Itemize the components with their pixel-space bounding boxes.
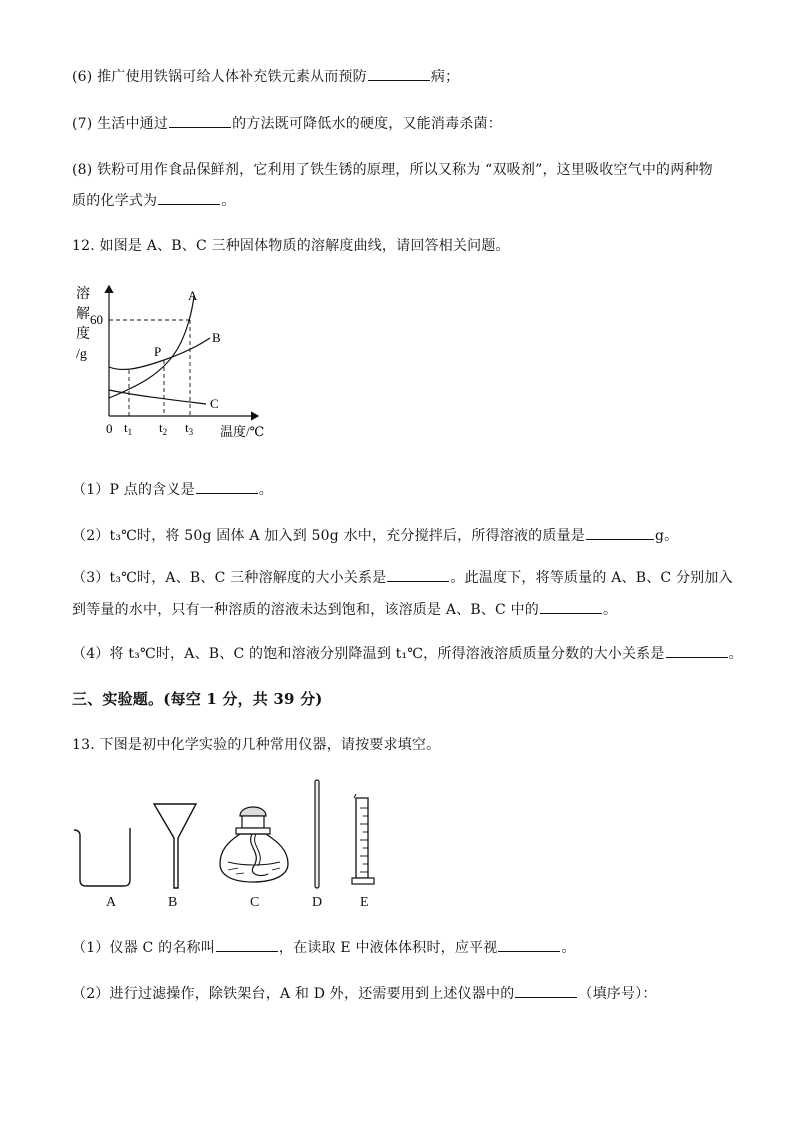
q13-p1-blank-2[interactable] [498, 937, 560, 952]
curve-a [109, 296, 194, 398]
beaker-icon [74, 828, 130, 886]
q7-text-end: 的方法既可降低水的硬度，又能消毒杀菌： [232, 116, 502, 132]
q12-p2-text: （2）t₃℃时，将 50g 固体 A 加入到 50g 水中，充分搅拌后，所得溶液的质量是 [72, 528, 585, 544]
instrument-label-c: C [250, 895, 260, 910]
q12-p3-text-3: 到等量的水中，只有一种溶质的溶液未达到饱和，该溶质是 A、B、C 中的 [72, 602, 540, 618]
q8-text-end: 。 [221, 193, 236, 209]
x-tick-t1: $t_1$ [124, 420, 133, 437]
y-tick-60: 60 [90, 312, 103, 327]
q8-text: 质的化学式为 [72, 193, 158, 209]
q6-answer-blank[interactable] [368, 66, 430, 81]
origin-label: 0 [106, 421, 113, 436]
q6-text-end: 病； [430, 69, 460, 85]
q13-stem: 13. 下图是初中化学实验的几种常用仪器，请按要求填空。 [72, 737, 441, 753]
q12-p1-end: 。 [258, 482, 273, 498]
q6-text: (6) 推广使用铁锅可给人体补充铁元素从而预防 [72, 69, 367, 85]
q13-p1-blank-1[interactable] [216, 937, 278, 952]
instruments-figure [68, 770, 398, 920]
q12-p3-blank-2[interactable] [540, 599, 602, 614]
q13-p2-blank[interactable] [515, 983, 577, 998]
instrument-label-e: E [360, 895, 369, 910]
q8-line2 [72, 190, 235, 210]
curve-c-label: C [210, 396, 219, 411]
y-label-2: 解 [76, 307, 90, 322]
q12-p4-end: 。 [728, 646, 743, 662]
graduated-cylinder-icon [352, 794, 374, 884]
instrument-label-b: B [168, 895, 178, 910]
q12-p2-end: g。 [654, 528, 679, 544]
q13-p2 [72, 983, 657, 1003]
y-label-3: 度 [76, 327, 90, 342]
q12-stem: 12. 如图是 A、B、C 三种固体物质的溶解度曲线，请回答相关问题。 [72, 238, 510, 254]
x-tick-t3: $t_3$ [185, 420, 194, 437]
curve-b-label: B [212, 330, 221, 345]
x-axis-label: 温度/℃ [220, 424, 265, 439]
curve-a-label: A [188, 288, 198, 303]
q8-answer-blank[interactable] [158, 190, 220, 205]
q7-answer-blank[interactable] [169, 113, 231, 128]
q12-p3-end: 。 [603, 602, 618, 618]
y-label-4: /g [76, 347, 87, 362]
q12-p1-blank[interactable] [196, 479, 258, 494]
q13-p1 [72, 937, 576, 957]
q13-p1-text: （1）仪器 C 的名称叫 [72, 940, 215, 956]
solubility-graph [68, 278, 288, 448]
q12-p3-blank-1[interactable] [387, 567, 449, 582]
section3-title: 三、实验题。(每空 1 分，共 39 分) [72, 690, 323, 708]
q7-text: (7) 生活中通过 [72, 116, 169, 132]
q12-p4-blank[interactable] [666, 643, 728, 658]
q12-p4 [72, 643, 743, 663]
q12-p1-text: （1）P 点的含义是 [72, 482, 195, 498]
q6-line [72, 66, 459, 86]
q12-p3-text: （3）t₃℃时，A、B、C 三种溶解度的大小关系是 [72, 570, 387, 586]
y-label-1: 溶 [76, 287, 90, 302]
q13-p1-end: 。 [561, 940, 576, 956]
x-tick-t2: $t_2$ [159, 420, 168, 437]
instrument-label-a: A [106, 895, 117, 910]
funnel-icon [154, 804, 196, 888]
glass-rod-icon [315, 780, 319, 888]
q7-line [72, 113, 502, 133]
point-p-label: P [154, 344, 162, 359]
q8-line1: (8) 铁粉可用作食品保鲜剂，它利用了铁生锈的原理，所以又称为 “双吸剂”，这里吸收空气中的两种物 [72, 162, 713, 178]
q13-p2-end: （填序号）： [578, 986, 657, 1002]
q13-p1-text-2: ，在读取 E 中液体体积时，应平视 [278, 940, 498, 956]
q12-p4-text: （4）将 t₃℃时，A、B、C 的饱和溶液分别降温到 t₁℃，所得溶液溶质质量分数的大小关系是 [72, 646, 665, 662]
q12-p3-line2 [72, 599, 617, 619]
q13-p2-text: （2）进行过滤操作，除铁架台，A 和 D 外，还需要用到上述仪器中的 [72, 986, 515, 1002]
q12-p3-text-2: 。此温度下，将等质量的 A、B、C 分别加入 [450, 570, 733, 586]
q12-p1 [72, 479, 273, 499]
instrument-label-d: D [312, 895, 323, 910]
q12-p3-line1 [72, 567, 733, 587]
alcohol-lamp-icon [220, 807, 288, 882]
q12-p2-blank[interactable] [586, 525, 654, 540]
q12-p2 [72, 525, 678, 545]
